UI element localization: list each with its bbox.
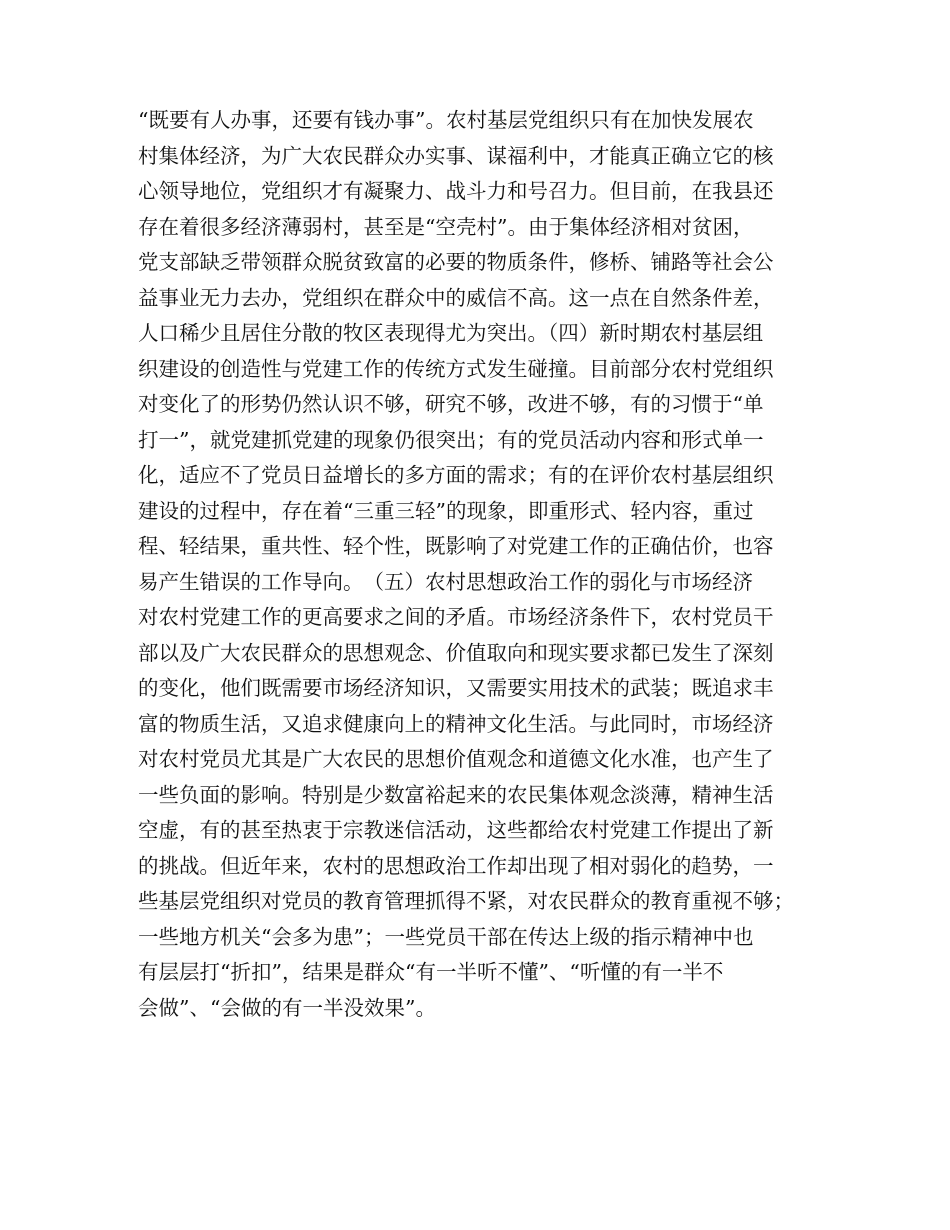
text-line: 对农村党员尤其是广大农民的思想价值观念和道德文化水准，也产生了 (138, 747, 774, 771)
text-line: 富的物质生活，又追求健康向上的精神文化生活。与此同时，市场经济 (138, 711, 774, 736)
text-line: 会做”、“会做的有一半没效果”。 (138, 995, 436, 1020)
text-line: 村集体经济，为广大农民群众办实事、谋福利中，才能真正确立它的核 (138, 143, 774, 168)
text-line: 程、轻结果，重共性、轻个性，既影响了对党建工作的正确估价，也容 (138, 534, 774, 558)
text-line: 有层层打“折扣”，结果是群众“有一半听不懂”、“听懂的有一半不 (138, 960, 724, 984)
text-line: 织建设的创造性与党建工作的传统方式发生碰撞。目前部分农村党组织 (138, 356, 774, 381)
text-line: 对变化了的形势仍然认识不够，研究不够，改进不够，有的习惯于“单 (138, 392, 764, 416)
text-line: 部以及广大农民群众的思想观念、价值取向和现实要求都已发生了深刻 (138, 640, 774, 665)
text-line: 存在着很多经济薄弱村，甚至是“空壳村”。由于集体经济相对贫困， (138, 214, 754, 239)
text-line: 打一”，就党建抓党建的现象仍很突出；有的党员活动内容和形式单一 (138, 427, 764, 452)
text-line: “既要有人办事，还要有钱办事”。农村基层党组织只有在加快发展农 (138, 108, 754, 132)
text-line: 人口稀少且居住分散的牧区表现得尤为突出。（四）新时期农村基层组 (138, 321, 764, 345)
text-line: 党支部缺乏带领群众脱贫致富的必要的物质条件，修桥、铺路等社会公 (138, 250, 774, 274)
text-line: 的挑战。但近年来，农村的思想政治工作却出现了相对弱化的趋势，一 (138, 853, 774, 878)
text-line: 一些地方机关“会多为患”；一些党员干部在传达上级的指示精神中也 (138, 924, 754, 949)
text-line: 的变化，他们既需要市场经济知识，又需要实用技术的武装；既追求丰 (138, 676, 774, 700)
text-line: 一些负面的影响。特别是少数富裕起来的农民集体观念淡薄，精神生活 (138, 782, 774, 807)
text-line: 空虚，有的甚至热衷于宗教迷信活动，这些都给农村党建工作提出了新 (138, 818, 774, 842)
text-line: 化，适应不了党员日益增长的多方面的需求；有的在评价农村基层组织 (138, 463, 774, 487)
text-line: 建设的过程中，存在着“三重三轻”的现象，即重形式、轻内容，重过 (138, 498, 754, 523)
text-line: 易产生错误的工作导向。 （五）农村思想政治工作的弱化与市场经济 (138, 569, 753, 594)
text-line: 些基层党组织对党员的教育管理抓得不紧，对农民群众的教育重视不够； (138, 889, 794, 913)
text-line: 对农村党建工作的更高要求之间的矛盾。市场经济条件下，农村党员干 (138, 605, 774, 629)
body-text (138, 103, 828, 1026)
text-line: 心领导地位，党组织才有凝聚力、战斗力和号召力。但目前，在我县还 (138, 179, 774, 203)
text-line: 益事业无力去办，党组织在群众中的威信不高。这一点在自然条件差， (138, 285, 774, 310)
